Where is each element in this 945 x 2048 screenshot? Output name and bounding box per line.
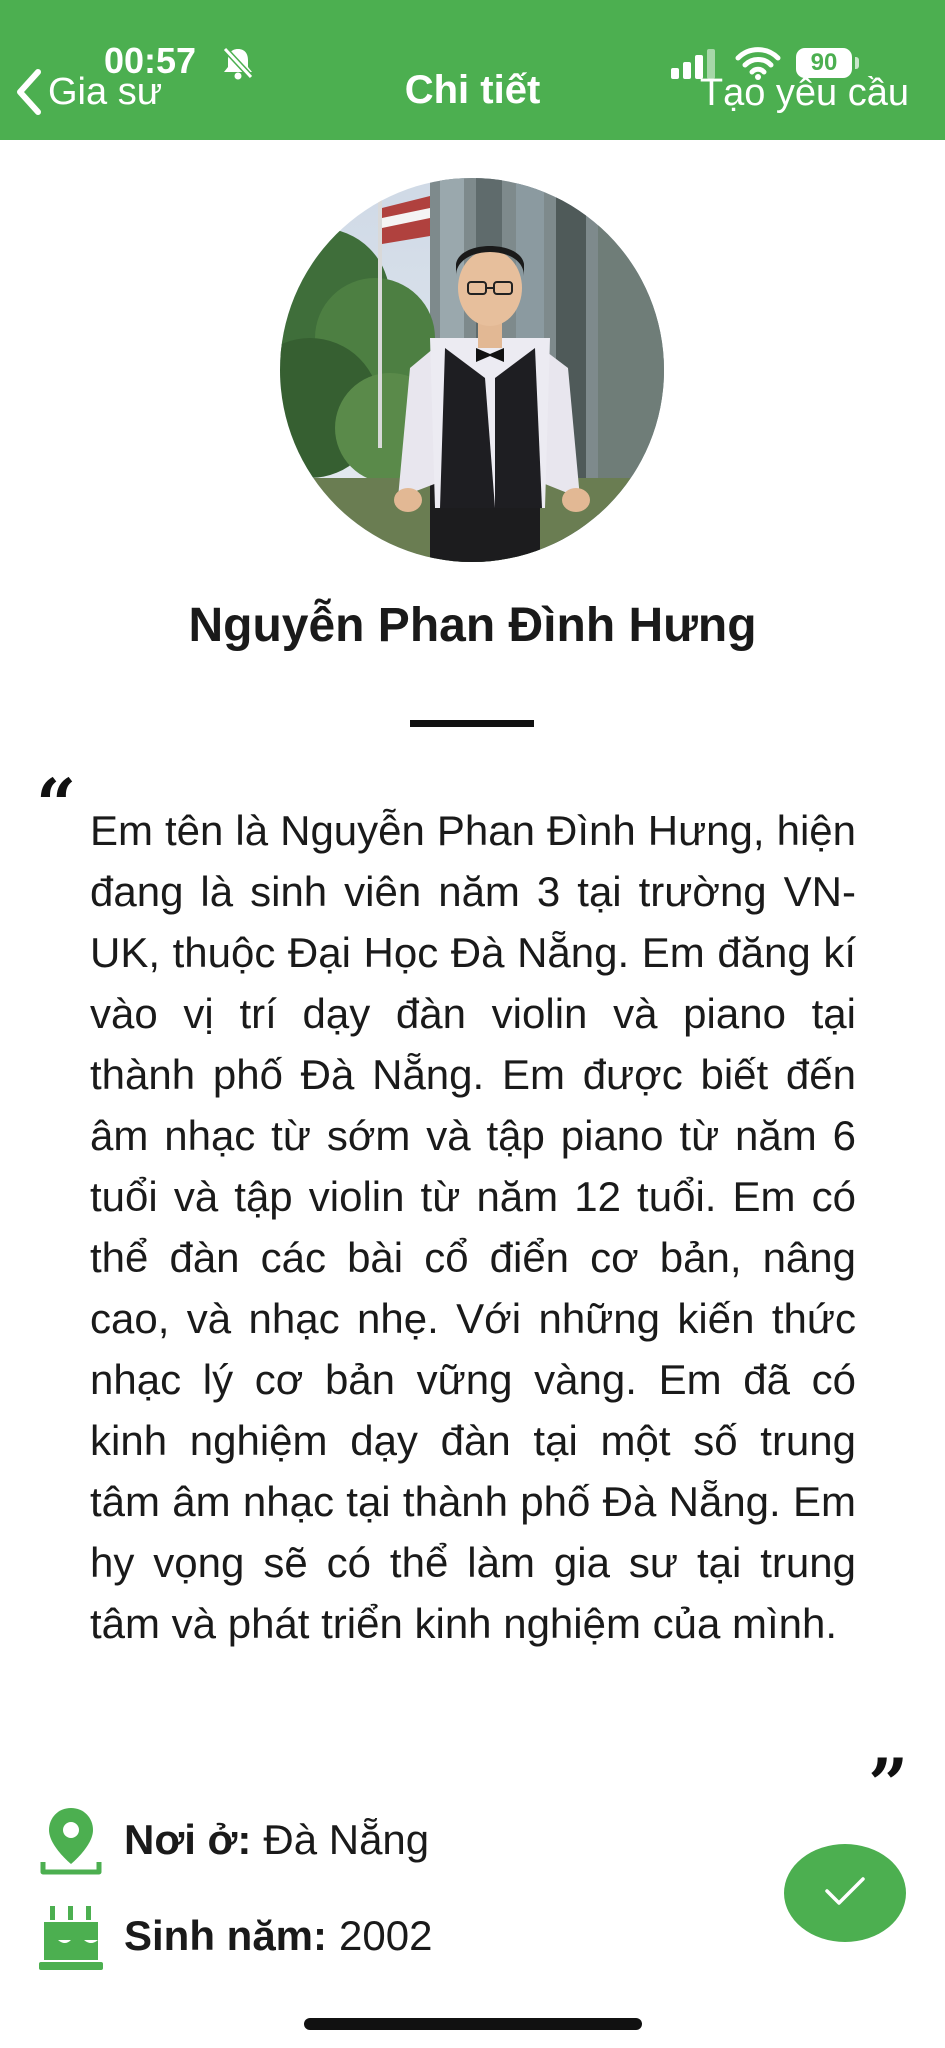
back-label: Gia sư <box>48 70 163 113</box>
tutor-bio: Em tên là Nguyễn Phan Đình Hưng, hiện đang là sinh viên năm 3 tại trường VN-UK, thuộc Đại Học Đà Nẵng. Em đăng kí vào vị trí dạy đàn violin và piano tại thành phố Đà Nẵng. Em được biết đến âm nhạc từ sớm và tập piano từ năm 6 tuổi và tập violin từ năm 12 tuổi. Em có thể đàn các bài cổ điển cơ bản, nâng cao, và nhạc nhẹ. Với những kiến thức nhạc lý cơ bản vững vàng. Em đã có kinh nghiệm dạy đàn tại một số trung tâm âm nhạc tại thành phố Đà Nẵng. Em hy vọng sẽ có thể làm gia sư tại trung tâm và phát triển kinh nghiệm của mình. <box>90 807 856 1647</box>
header-bar <box>0 0 945 140</box>
battery-indicator: 90 <box>796 48 852 78</box>
chevron-left-icon <box>14 66 44 118</box>
location-label: Nơi ở: <box>124 1816 252 1863</box>
checkmark-icon <box>823 1874 867 1913</box>
location-row <box>36 1800 429 1880</box>
tutor-name: Nguyễn Phan Đình Hưng <box>188 599 757 652</box>
birth-year-value: 2002 <box>339 1912 433 1959</box>
create-request-button[interactable]: Tạo yêu cầu <box>699 72 909 114</box>
location-value: Đà Nẵng <box>263 1816 430 1863</box>
map-pin-icon <box>36 1804 106 1876</box>
confirm-button[interactable] <box>784 1844 906 1942</box>
quote-close-icon: ” <box>868 1743 909 1826</box>
status-time: 00:57 <box>104 40 197 81</box>
avatar <box>280 178 664 562</box>
home-indicator[interactable] <box>304 2018 642 2030</box>
birth-year-label: Sinh năm: <box>124 1912 328 1959</box>
battery-tip <box>855 57 859 69</box>
birth-year-row <box>36 1896 432 1976</box>
bell-slash-icon <box>220 46 256 85</box>
page-title: Chi tiết <box>404 68 541 112</box>
birthday-cake-icon <box>36 1900 106 1972</box>
quote-open-icon: “ <box>36 763 77 846</box>
name-divider <box>410 720 534 727</box>
